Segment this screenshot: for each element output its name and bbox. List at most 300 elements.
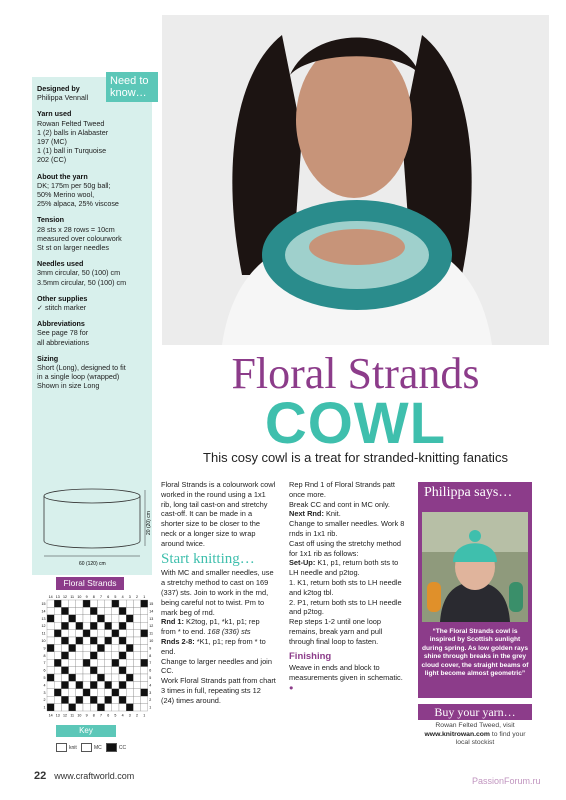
chart-cell [47, 644, 54, 651]
chart-col-number: 7 [100, 595, 102, 599]
work-chart-text: Work Floral Strands patt from chart 3 times in full, repeating sts 12 (24) times around. [161, 676, 276, 705]
chart-cell [119, 696, 126, 703]
chart-cell [119, 659, 126, 666]
column-2 [289, 480, 409, 693]
chart-cell [105, 659, 112, 666]
chart-label: Floral Strands [56, 577, 124, 590]
chart-cell [90, 644, 97, 651]
chart-cell [83, 600, 90, 607]
sidebar-heading: About the yarn [37, 171, 88, 181]
chart-row-number: 4 [43, 683, 46, 688]
chart-cell [83, 667, 90, 674]
chart-cell [112, 667, 119, 674]
chart-cell [61, 622, 68, 629]
chart-row-number: 9 [149, 646, 152, 651]
chart-cell [47, 689, 54, 696]
sidebar-heading: Tension [37, 215, 65, 225]
sidebar-heading: Sizing [37, 353, 59, 363]
chart-cell [90, 622, 97, 629]
chart-cell [112, 696, 119, 703]
chart-cell [76, 681, 83, 688]
sidebar-body: DK; 175m per 50g ball; 50% Merino wool, 25% alpaca, 25% viscose [37, 180, 119, 209]
chart-row-number: 3 [149, 690, 152, 695]
chart-cell [126, 622, 133, 629]
chart-cell [105, 667, 112, 674]
chart-cell [97, 630, 104, 637]
page-number: 22 [34, 770, 47, 782]
chart-row-number: 1 [43, 705, 46, 710]
key-knit-label: knit [69, 744, 77, 751]
chart-cell [90, 696, 97, 703]
chart-cell [83, 607, 90, 614]
chart-cell [119, 600, 126, 607]
chart-cell [69, 667, 76, 674]
chart-cell [76, 607, 83, 614]
chart-cell [133, 600, 140, 607]
chart-cell [54, 630, 61, 637]
chart-cell [54, 696, 61, 703]
chart-col-number: 11 [70, 713, 75, 718]
chart-cell [47, 659, 54, 666]
chart-cell [47, 681, 54, 688]
rnds2-8-instruction: Rnds 2-8: *K1, p1; rep from * to end. [161, 636, 266, 656]
need-to-know-content [37, 84, 149, 398]
schematic-width-label: 60 (120) cm [79, 561, 106, 567]
chart-cell [83, 622, 90, 629]
chart-cell [76, 600, 83, 607]
chart-cell [112, 681, 119, 688]
sidebar-body: Short (Long), designed to fit in a single loop (wrapped) Shown in size Long [37, 363, 126, 391]
chart-cell [119, 607, 126, 614]
chart-col-number: 2 [136, 595, 138, 599]
finishing-heading: Finishing [289, 650, 332, 662]
chart-col-number: 13 [55, 595, 60, 599]
chart-row-number: 11 [149, 631, 154, 636]
chart-cell [133, 644, 140, 651]
chart-col-number: 5 [114, 595, 117, 599]
cast-on-text: With MC and smaller needles, use a stretchy method to cast on 169 (337) sts. Join to work in the rnd, being careful not to twist. Pm to mark beg of rnd. [161, 568, 274, 617]
chart-cell [119, 652, 126, 659]
chart-cell [97, 600, 104, 607]
chart-cell [54, 615, 61, 622]
chart-row-number: 13 [41, 616, 46, 621]
knitrowan-link[interactable]: www.knitrowan.com [424, 730, 490, 738]
chart-cell [112, 630, 119, 637]
chart-cell [133, 674, 140, 681]
chart-cell [83, 659, 90, 666]
chart-cell [105, 607, 112, 614]
chart-row-number: 4 [149, 683, 152, 688]
chart-row-number: 5 [149, 676, 152, 680]
chart-cell [54, 674, 61, 681]
schematic-height-label: 20 (20) cm [146, 511, 152, 535]
philippa-says-title: Philippa says… [424, 485, 513, 500]
sidebar-heading: Other supplies [37, 293, 88, 303]
chart-cell [141, 607, 148, 614]
chart-cell [133, 652, 140, 659]
chart-cell [61, 689, 68, 696]
chart-cell [97, 637, 104, 644]
chart-col-number: 9 [85, 595, 88, 599]
chart-cell [47, 615, 54, 622]
chart-cell [61, 644, 68, 651]
change-needles-text: Change to larger needles and join CC. [161, 656, 272, 676]
chart-cell [61, 615, 68, 622]
chart-cell [47, 696, 54, 703]
chart-cell [105, 600, 112, 607]
chart-cell [76, 644, 83, 651]
rep-rnd1-text: Rep Rnd 1 of Floral Strands patt once more. [289, 480, 395, 499]
chart-row-number: 15 [41, 602, 46, 606]
chart-col-number: 7 [100, 713, 102, 718]
chart-row-number: 8 [149, 653, 152, 658]
chart-cell [76, 667, 83, 674]
chart-cell [61, 667, 68, 674]
chart-cell [112, 622, 119, 629]
chart-cell [119, 644, 126, 651]
chart-cell [83, 644, 90, 651]
chart-cell [141, 600, 148, 607]
chart-cell [69, 637, 76, 644]
chart-cell [69, 630, 76, 637]
chart-cell [83, 652, 90, 659]
chart-cell [61, 674, 68, 681]
chart-cell [69, 607, 76, 614]
chart-cell [126, 644, 133, 651]
chart-cell [69, 689, 76, 696]
chart-cell [141, 704, 148, 711]
chart-cell [69, 659, 76, 666]
chart-cell [69, 622, 76, 629]
subtitle: This cosy cowl is a treat for stranded-knitting fanatics [203, 450, 508, 465]
chart-row-number: 1 [149, 705, 152, 710]
chart-cell [126, 696, 133, 703]
chart-col-number: 3 [128, 713, 131, 718]
chart-cell [119, 681, 126, 688]
chart-row-number: 14 [149, 609, 154, 614]
key-cc-swatch [106, 743, 117, 752]
chart-cell [133, 667, 140, 674]
chart-cell [54, 652, 61, 659]
chart-cell [105, 681, 112, 688]
chart-row-number: 11 [41, 631, 46, 636]
chart-col-number: 13 [55, 713, 60, 718]
chart-cell [47, 667, 54, 674]
next-rnd-instruction: Next Rnd: Knit. [289, 509, 341, 519]
chart-col-number: 5 [114, 713, 117, 718]
chart-cell [47, 600, 54, 607]
chart-cell [119, 637, 126, 644]
chart-cell [76, 637, 83, 644]
cowl-schematic [37, 480, 152, 575]
chart-cell [133, 689, 140, 696]
chart-cell [119, 674, 126, 681]
chart-cell [54, 667, 61, 674]
chart-cell [119, 622, 126, 629]
chart-cell [97, 667, 104, 674]
chart-cell [76, 674, 83, 681]
chart-cell [54, 600, 61, 607]
chart-cell [105, 704, 112, 711]
chart-cell [141, 644, 148, 651]
chart-cell [90, 689, 97, 696]
chart-row-number: 6 [43, 668, 46, 673]
chart-col-number: 12 [63, 713, 67, 718]
chart-cell [76, 652, 83, 659]
chart-col-number: 3 [128, 595, 131, 599]
chart-cell [69, 615, 76, 622]
chart-cell [119, 704, 126, 711]
chart-cell [47, 607, 54, 614]
rnd1-instruction: Rnd 1: K2tog, p1, *k1, p1; rep from * to end. 168 (336) sts [161, 617, 260, 637]
chart-cell [76, 630, 83, 637]
footer-site[interactable]: www.craftworld.com [54, 771, 135, 781]
chart-cell [54, 689, 61, 696]
chart-cell [105, 622, 112, 629]
chart-cell [105, 696, 112, 703]
chart-cell [61, 630, 68, 637]
chart-cell [126, 659, 133, 666]
chart-cell [105, 689, 112, 696]
chart-col-number: 6 [107, 595, 110, 599]
chart-cell [83, 696, 90, 703]
chart-cell [76, 615, 83, 622]
chart-cell [90, 667, 97, 674]
chart-col-number: 8 [92, 713, 95, 718]
sidebar-heading: Yarn used [37, 109, 72, 119]
chart-cell [69, 600, 76, 607]
chart-col-number: 2 [136, 713, 138, 718]
chart-cell [47, 652, 54, 659]
sidebar-body: See page 78 for all abbreviations [37, 328, 89, 347]
chart-cell [141, 630, 148, 637]
chart-cell [112, 689, 119, 696]
chart-row-number: 12 [149, 624, 154, 629]
chart-cell [90, 630, 97, 637]
chart-cell [97, 704, 104, 711]
chart-cell [97, 659, 104, 666]
sidebar-body: 3mm circular, 50 (100) cm 3.5mm circular, 50 (100) cm [37, 268, 127, 287]
chart-cell [90, 681, 97, 688]
chart-cell [83, 681, 90, 688]
chart-row-number: 12 [41, 624, 46, 629]
chart-col-number: 4 [121, 713, 124, 718]
designer-photo [422, 512, 528, 622]
chart-cell [97, 689, 104, 696]
chart-row-number: 2 [43, 698, 46, 703]
chart-row-number: 13 [149, 616, 154, 621]
chart-col-number: 1 [143, 713, 146, 718]
sidebar-heading: Needles used [37, 259, 84, 269]
chart-cell [47, 674, 54, 681]
key-mc-label: MC [93, 744, 102, 751]
chart-cell [76, 689, 83, 696]
chart-cell [133, 681, 140, 688]
chart-cell [61, 659, 68, 666]
chart-cell [141, 689, 148, 696]
chart-row-number: 10 [41, 639, 46, 643]
chart-cell [97, 622, 104, 629]
chart-col-number: 6 [107, 713, 110, 718]
chart-cell [90, 607, 97, 614]
chart-cell [126, 667, 133, 674]
chart-cell [141, 674, 148, 681]
break-cc-text: Break CC and cont in MC only. [289, 499, 390, 509]
chart-cell [112, 704, 119, 711]
chart-cell [105, 674, 112, 681]
chart-cell [97, 681, 104, 688]
chart-cell [83, 615, 90, 622]
floral-strands-chart [38, 592, 156, 720]
chart-row-number: 7 [43, 661, 46, 666]
chart-cell [54, 607, 61, 614]
chart-cell [54, 637, 61, 644]
watermark: PassionForum.ru [472, 776, 541, 786]
chart-cell [47, 704, 54, 711]
chart-cell [90, 652, 97, 659]
chart-col-number: 10 [77, 713, 82, 718]
chart-cell [112, 674, 119, 681]
chart-cell [97, 615, 104, 622]
chart-cell [61, 704, 68, 711]
chart-cell [61, 600, 68, 607]
chart-cell [76, 622, 83, 629]
column-1 [161, 480, 276, 706]
chart-cell [97, 644, 104, 651]
chart-cell [133, 607, 140, 614]
chart-cell [61, 681, 68, 688]
chart-cell [83, 704, 90, 711]
chart-cell [83, 630, 90, 637]
chart-cell [90, 674, 97, 681]
chart-cell [126, 630, 133, 637]
chart-cell [97, 652, 104, 659]
chart-cell [54, 704, 61, 711]
chart-cell [69, 652, 76, 659]
chart-cell [126, 704, 133, 711]
chart-cell [133, 704, 140, 711]
key-mc-swatch [81, 743, 92, 752]
chart-col-number: 1 [143, 595, 146, 599]
key-label: Key [56, 725, 116, 737]
start-knitting-heading: Start knitting… [161, 550, 255, 567]
intro-text: Floral Strands is a colourwork cowl worked in the round using a 1x1 rib, long tail cast-on and stretchy cast-off. It can be made in a shorter size to be closer to the neck or a longer size to wrap around twice. [161, 480, 276, 548]
chart-cell [105, 637, 112, 644]
setup-instruction: Set-Up: K1, p1, return both sts to LH needle and p2tog. [289, 558, 399, 578]
page-footer [34, 770, 134, 782]
chart-cell [141, 696, 148, 703]
chart-cell [133, 637, 140, 644]
chart-cell [119, 615, 126, 622]
chart-cell [69, 704, 76, 711]
chart-cell [112, 652, 119, 659]
step1-text: 1. K1, return both sts to LH needle and k2tog tbl. [289, 577, 402, 597]
chart-cell [141, 659, 148, 666]
chart-cell [141, 667, 148, 674]
chart-cell [105, 615, 112, 622]
chart-cell [112, 615, 119, 622]
chart-cell [83, 689, 90, 696]
sidebar-body: ✓ stitch marker [37, 303, 87, 313]
chart-cell [141, 637, 148, 644]
chart-cell [126, 607, 133, 614]
chart-cell [97, 607, 104, 614]
chart-col-number: 14 [48, 713, 53, 718]
chart-cell [90, 637, 97, 644]
chart-cell [119, 667, 126, 674]
chart-cell [126, 615, 133, 622]
chart-cell [76, 659, 83, 666]
chart-cell [112, 644, 119, 651]
sidebar-heading: Designed by [37, 84, 80, 93]
chart-cell [54, 644, 61, 651]
chart-row-number: 5 [43, 676, 46, 680]
chart-cell [69, 681, 76, 688]
chart-col-number: 9 [85, 713, 88, 718]
chart-row-number: 7 [149, 661, 152, 666]
chart-cell [126, 681, 133, 688]
chart-cell [133, 630, 140, 637]
sidebar-body: 28 sts x 28 rows = 10cm measured over colourwork St st on larger needles [37, 224, 122, 253]
cast-off-text: Cast off using the stretchy method for 1x1 rib as follows: [289, 538, 402, 558]
chart-cell [61, 652, 68, 659]
chart-row-number: 10 [149, 639, 154, 643]
chart-cell [133, 615, 140, 622]
chart-cell [90, 615, 97, 622]
step2-text: 2. P1, return both sts to LH needle and p2tog. [289, 597, 402, 617]
chart-cell [90, 659, 97, 666]
chart-row-number: 14 [41, 609, 46, 614]
chart-cell [69, 644, 76, 651]
chart-cell [105, 644, 112, 651]
chart-cell [119, 689, 126, 696]
model-photo [162, 15, 549, 345]
chart-cell [141, 615, 148, 622]
chart-cell [61, 637, 68, 644]
need-to-know-tab: Need to know… [106, 72, 158, 102]
chart-cell [47, 622, 54, 629]
chart-cell [126, 637, 133, 644]
chart-cell [47, 637, 54, 644]
chart-row-number: 6 [149, 668, 152, 673]
chart-row-number: 8 [43, 653, 46, 658]
chart-cell [97, 696, 104, 703]
key-knit-swatch [56, 743, 67, 752]
title-line1: Floral Strands [231, 349, 480, 398]
philippa-quote: “The Floral Strands cowl is inspired by Scottish sunlight during spring. As low golden rays shine through breaks in the grey cloud cover, the straight beams of light become almost geometric” [421, 628, 529, 678]
sidebar-body: Rowan Felted Tweed 1 (2) balls in Alabaster 197 (MC) 1 (1) ball in Turquoise 202 (CC) [37, 118, 109, 165]
chart-col-number: 8 [92, 595, 95, 599]
key-cc-label: CC [118, 744, 127, 751]
chart-cell [119, 630, 126, 637]
chart-cell [83, 637, 90, 644]
chart-cell [133, 622, 140, 629]
chart-cell [112, 607, 119, 614]
chart-cell [133, 696, 140, 703]
chart-cell [54, 681, 61, 688]
chart-cell [112, 600, 119, 607]
title-line2: COWL [264, 391, 447, 456]
chart-cell [69, 696, 76, 703]
chart-cell [76, 696, 83, 703]
chart-cell [126, 600, 133, 607]
chart-cell [54, 659, 61, 666]
chart-row-number: 9 [43, 646, 46, 651]
chart-col-number: 4 [121, 595, 124, 599]
chart-cell [105, 652, 112, 659]
chart-cell [141, 652, 148, 659]
chart-cell [90, 704, 97, 711]
